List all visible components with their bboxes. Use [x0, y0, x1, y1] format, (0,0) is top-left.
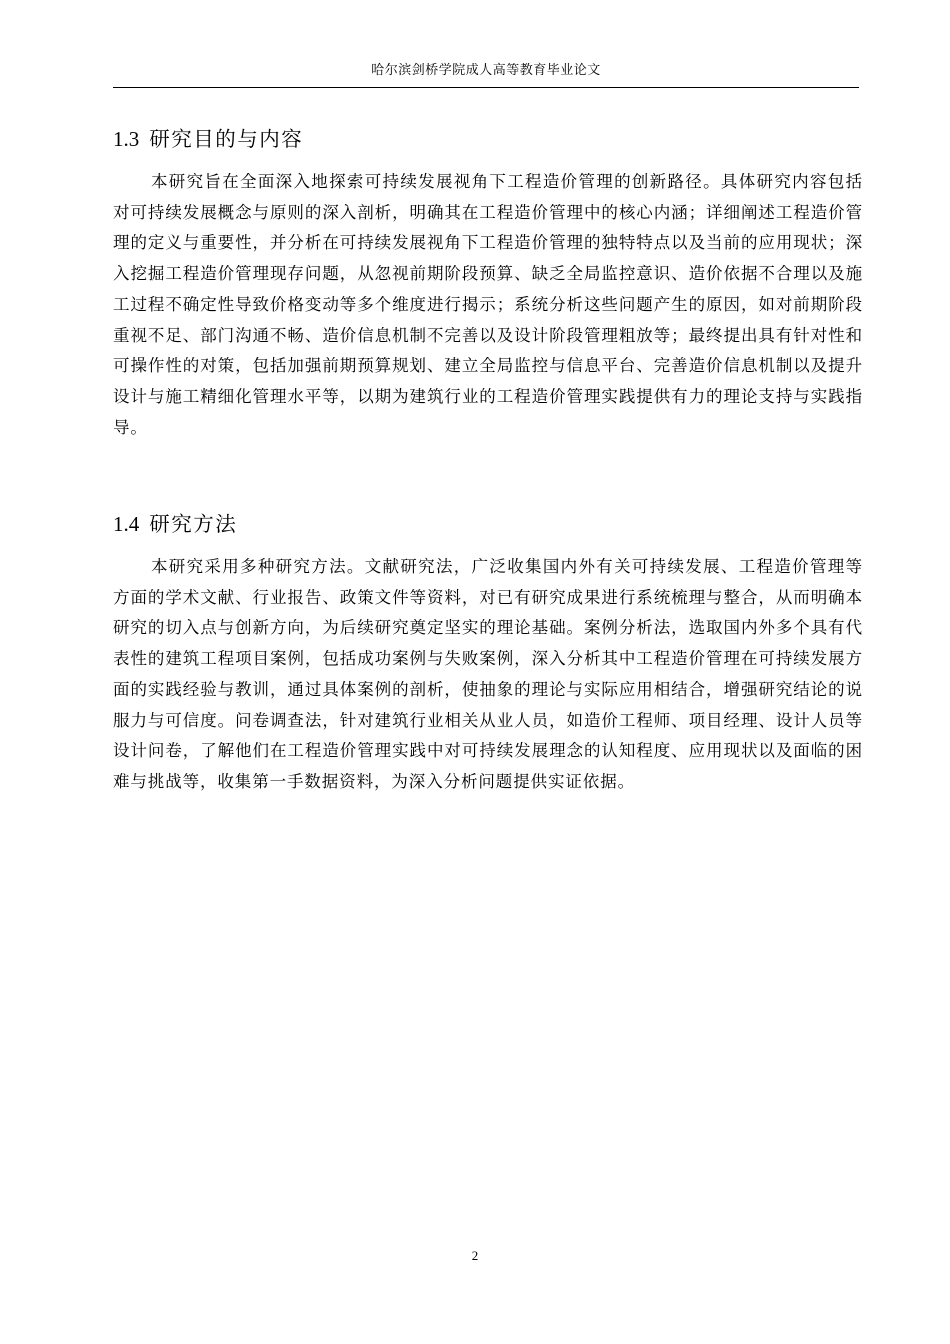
section-heading — [113, 510, 863, 538]
page-number: 2 — [471, 1248, 479, 1263]
body-paragraph: 本研究采用多种研究方法。文献研究法，广泛收集国内外有关可持续发展、工程造价管理等方面的学术文献、行业报告、政策文件等资料，对已有研究成果进行系统梳理与整合，从而明确本研究的切入点与创新方向，为后续研究奠定坚实的理论基础。案例分析法，选取国内外多个具有代表性的建筑工程项目案例，包括成功案例与失败案例，深入分析其中工程造价管理在可持续发展方面的实践经验与教训，通过具体案例的剖析，使抽象的理论与实际应用相结合，增强研究结论的说服力与可信度。问卷调查法，针对建筑行业相关从业人员，如造价工程师、项目经理、设计人员等设计问卷，了解他们在工程造价管理实践中对可持续发展理念的认知程度、应用现状以及面临的困难与挑战等，收集第一手数据资料，为深入分析问题提供实证依据。 — [113, 557, 863, 791]
section-research-purpose — [113, 125, 863, 443]
section-research-methods — [113, 510, 863, 798]
body-paragraph: 本研究旨在全面深入地探索可持续发展视角下工程造价管理的创新路径。具体研究内容包括对可持续发展概念与原则的深入剖析，明确其在工程造价管理中的核心内涵；详细阐述工程造价管理的定义与重要性，并分析在可持续发展视角下工程造价管理的独特特点以及当前的应用现状；深入挖掘工程造价管理现存问题，从忽视前期阶段预算、缺乏全局监控意识、造价依据不合理以及施工过程不确定性导致价格变动等多个维度进行揭示；系统分析这些问题产生的原因，如对前期阶段重视不足、部门沟通不畅、造价信息机制不完善以及设计阶段管理粗放等；最终提出具有针对性和可操作性的对策，包括加强前期预算规划、建立全局监控与信息平台、完善造价信息机制以及提升设计与施工精细化管理水平等，以期为建筑行业的工程造价管理实践提供有力的理论支持与实践指导。 — [113, 172, 863, 437]
section-title: 研究目的与内容 — [149, 127, 304, 151]
running-header: 哈尔滨剑桥学院成人高等教育毕业论文 — [371, 63, 601, 78]
section-heading — [113, 125, 863, 153]
section-number: 1.4 — [113, 512, 140, 536]
section-number: 1.3 — [113, 127, 140, 151]
section-title: 研究方法 — [149, 512, 238, 536]
header-rule — [113, 87, 859, 88]
